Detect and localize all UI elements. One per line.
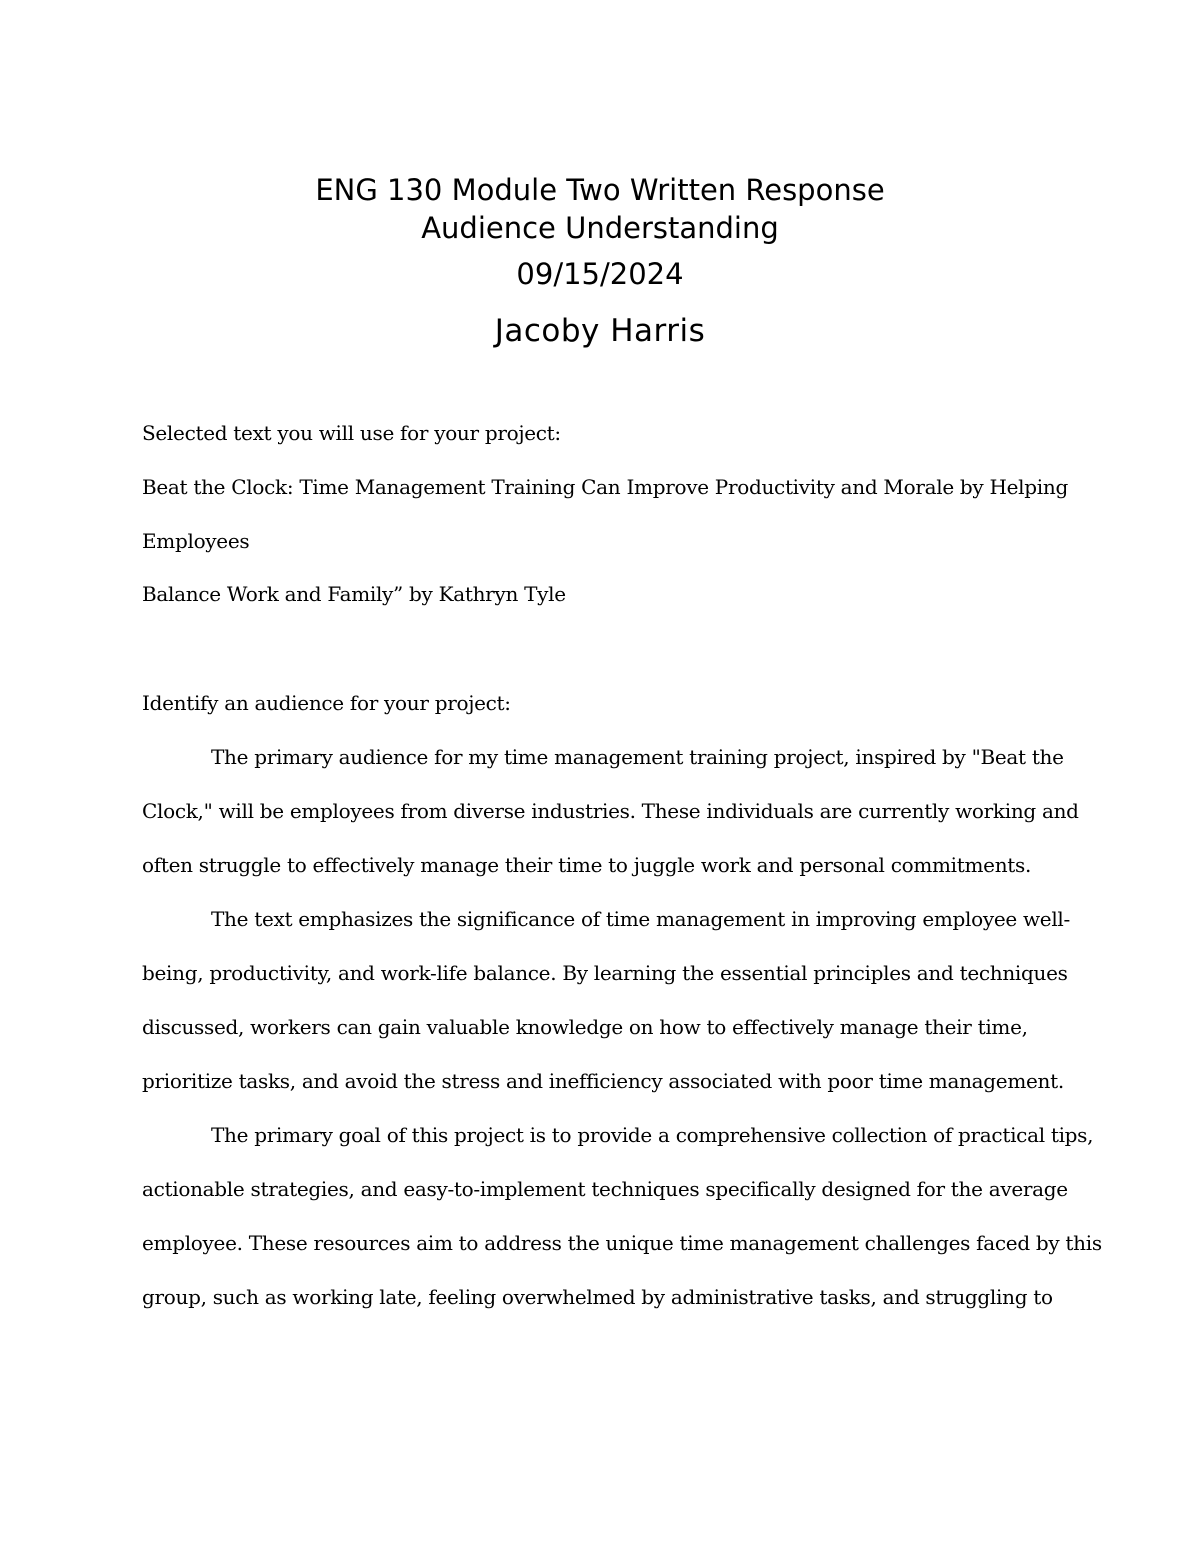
selected-text-line: Balance Work and Family” by Kathryn Tyle (142, 582, 566, 606)
selected-text-heading: Selected text you will use for your project: (142, 421, 561, 445)
paragraph-line: discussed, workers can gain valuable knowledge on how to effectively manage their time, (142, 1015, 1028, 1039)
paragraph-line: often struggle to effectively manage their time to juggle work and personal commitments. (142, 853, 1032, 877)
paragraph-line: group, such as working late, feeling overwhelmed by administrative tasks, and struggling to (142, 1285, 1053, 1309)
course-title: ENG 130 Module Two Written Response (315, 173, 885, 207)
author-name: Jacoby Harris (494, 313, 706, 349)
selected-text-line: Beat the Clock: Time Management Training Can Improve Productivity and Morale by Helping (142, 475, 1068, 499)
document-date: 09/15/2024 (516, 257, 684, 291)
paragraph-line: The primary audience for my time management training project, inspired by "Beat the (211, 745, 1064, 769)
paragraph-line: Clock," will be employees from diverse industries. These individuals are currently working and (142, 799, 1079, 823)
audience-heading: Identify an audience for your project: (142, 691, 511, 715)
paragraph-line: actionable strategies, and easy-to-implement techniques specifically designed for the average (142, 1177, 1068, 1201)
paragraph-line: being, productivity, and work-life balance. By learning the essential principles and techniques (142, 961, 1068, 985)
paragraph-line: employee. These resources aim to address the unique time management challenges faced by this (142, 1231, 1102, 1255)
paragraph-line: The primary goal of this project is to provide a comprehensive collection of practical tips, (211, 1123, 1094, 1147)
paragraph-line: prioritize tasks, and avoid the stress and inefficiency associated with poor time management. (142, 1069, 1064, 1093)
document-subtitle: Audience Understanding (421, 211, 779, 245)
selected-text-line: Employees (142, 529, 250, 553)
paragraph-line: The text emphasizes the significance of time management in improving employee well- (211, 907, 1070, 931)
